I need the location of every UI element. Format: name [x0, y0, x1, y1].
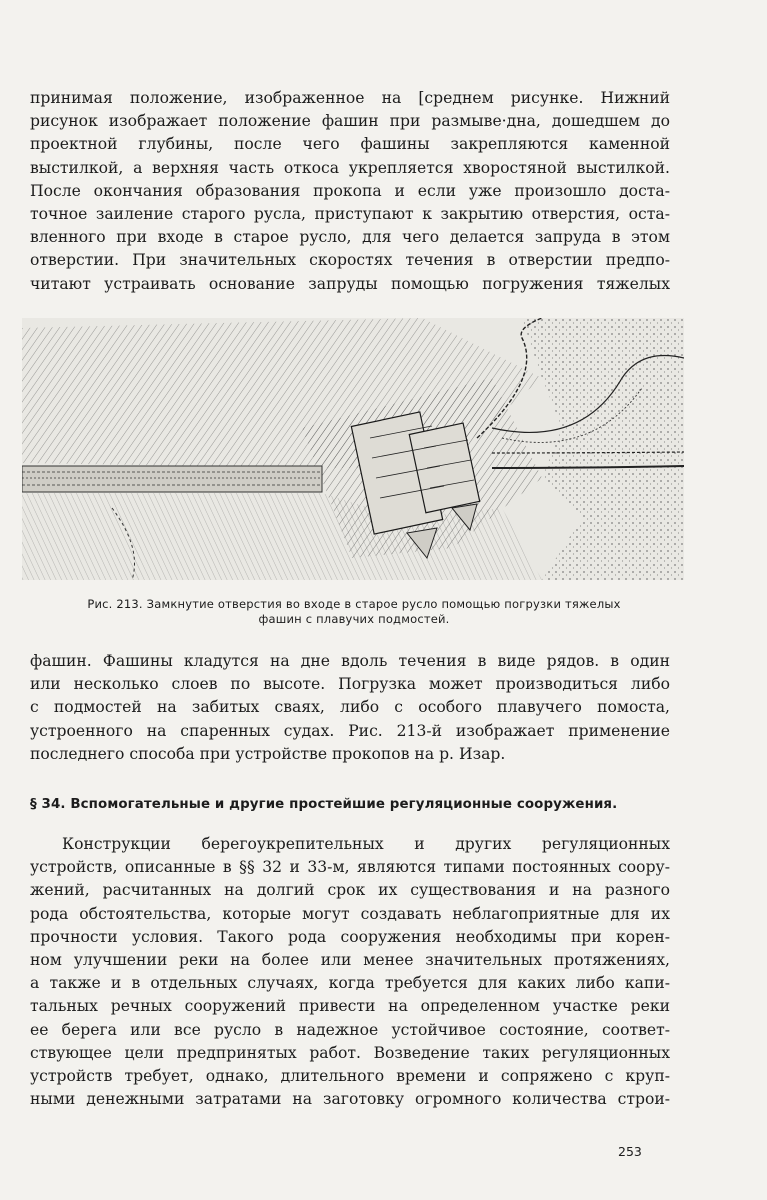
- text-line: или несколько слоев по высоте. Погрузка может производиться либо: [30, 675, 670, 694]
- text-line: вленного при входе в старое русло, для чего делается запруда в этом: [30, 228, 670, 247]
- text-line: устроенного на спаренных судах. Рис. 213-й изображает применение: [30, 721, 670, 740]
- text-line: ном улучшении реки на более или менее значительных протяжениях,: [30, 951, 670, 970]
- text-line: читают устраивать основание запруды помощью погружения тяжелых: [30, 274, 670, 293]
- text-line: а также и в отдельных случаях, когда требуется для каких либо капи-: [30, 974, 670, 993]
- text-line: устройств, описанные в §§ 32 и 33-м, являются типами постоянных соору-: [30, 858, 670, 877]
- text-line: с подмостей на забитых сваях, либо с особого плавучего помоста,: [30, 698, 670, 717]
- text-line: прочности условия. Такого рода сооружения необходимы при корен-: [30, 927, 670, 946]
- text-line: ными денежными затратами на заготовку огромного количества строи-: [30, 1090, 670, 1109]
- paragraph-mid: [30, 650, 670, 766]
- engraving-river-closure-icon: [22, 318, 684, 580]
- text-line: точное заиление старого русла, приступают к закрытию отверстия, оста-: [30, 205, 670, 224]
- paragraph-top: [30, 87, 670, 296]
- text-line: последнего способа при устройстве прокопов на р. Изар.: [30, 744, 506, 763]
- text-line: фашин. Фашины кладутся на дне вдоль течения в виде рядов. в один: [30, 652, 670, 670]
- section-heading: § 34. Вспомогательные и другие простейшие регуляционные сооружения.: [30, 797, 618, 812]
- text-line: Конструкции берегоукрепительных и других регуляционных: [62, 835, 670, 853]
- caption-line: фашин с плавучих подмостей.: [258, 612, 450, 626]
- text-line: ствующее цели предпринятых работ. Возведение таких регуляционных: [30, 1043, 670, 1062]
- text-line: тальных речных сооружений привести на определенном участке реки: [30, 997, 670, 1016]
- figure-caption: [38, 597, 670, 627]
- text-line: проектной глубины, после чего фашины закрепляются каменной: [30, 135, 670, 154]
- text-line: выстилкой, а верхняя часть откоса укрепляется хворостяной выстилкой.: [30, 158, 670, 177]
- text-line: жений, расчитанных на долгий срок их существования и на разного: [30, 881, 670, 900]
- text-line: ее берега или все русло в надежное устойчивое состояние, соответ-: [30, 1020, 670, 1039]
- text-line: отверстии. При значительных скоростях течения в отверстии предпо-: [30, 251, 670, 270]
- text-line: устройств требует, однако, длительного времени и сопряжено с круп-: [30, 1067, 670, 1086]
- figure-213: [22, 318, 684, 580]
- paragraph-bottom: [30, 833, 670, 1111]
- text-line: рода обстоятельства, которые могут создавать неблагоприятные для их: [30, 904, 670, 923]
- text-line: После окончания образования прокопа и если уже произошло доста-: [30, 181, 670, 200]
- text-line: рисунок изображает положение фашин при размыве·дна, дошедшем до: [30, 112, 670, 131]
- text-line: принимая положение, изображенное на [среднем рисунке. Нижний: [30, 89, 670, 107]
- caption-line: Рис. 213. Замкнутие отверстия во входе в старое русло помощью погрузки тяжелых: [87, 597, 621, 611]
- page-number: 253: [618, 1144, 642, 1159]
